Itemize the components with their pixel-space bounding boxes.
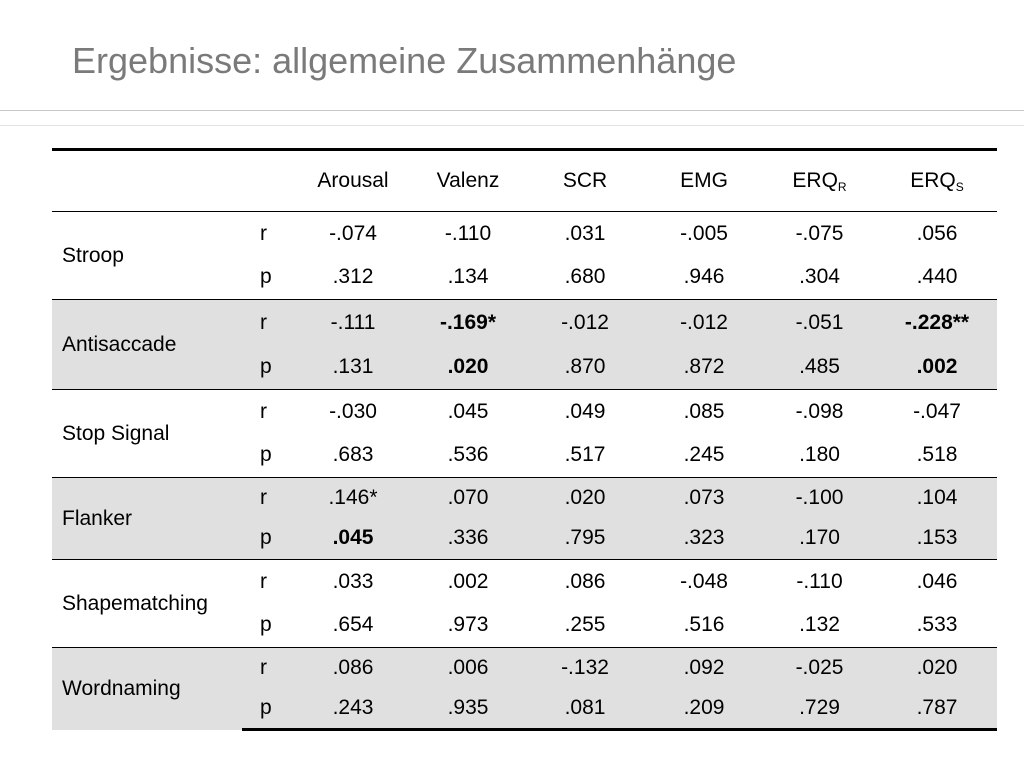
- cell-r-value: -.012: [524, 300, 646, 346]
- header-row: [52, 150, 997, 212]
- cell-r-value: -.074: [329, 221, 377, 245]
- cell-p-value: .255: [564, 613, 606, 637]
- header-scr: SCR: [524, 150, 646, 212]
- table-row: [52, 300, 997, 346]
- results-table: [52, 148, 997, 731]
- cell-r-value: -.075: [795, 221, 844, 245]
- cell-p-value: .323: [646, 518, 762, 560]
- cell-r-value: -.228**: [877, 300, 997, 346]
- cell-p-value: .533: [916, 613, 958, 637]
- cell-p-value: .485: [762, 346, 877, 390]
- cell-r-value: .002: [447, 569, 489, 593]
- cell-p-value: .132: [799, 613, 840, 637]
- stat-label-r: r: [242, 478, 294, 518]
- cell-r-value: -.111: [294, 300, 412, 346]
- cell-r-value: .033: [332, 569, 374, 593]
- cell-r-value: -.048: [680, 569, 728, 593]
- cell-r-value: -.110: [796, 569, 843, 593]
- cell-r-value: .056: [916, 221, 958, 245]
- cell-r-value: -.005: [680, 221, 728, 245]
- cell-p-value: .245: [683, 443, 725, 467]
- stat-label-r: r: [242, 300, 294, 346]
- cell-p-value: .683: [332, 443, 374, 467]
- cell-r-value: -.132: [524, 648, 646, 688]
- slide-title: Ergebnisse: allgemeine Zusammenhänge: [72, 40, 737, 81]
- stat-label-r: r: [260, 221, 267, 245]
- stat-label-p: p: [242, 688, 294, 730]
- cell-r-value: .086: [564, 569, 606, 593]
- cell-r-value: -.169*: [412, 300, 524, 346]
- stat-label-r: r: [260, 399, 267, 423]
- cell-p-value: .973: [447, 613, 489, 637]
- cell-r-value: -.110: [444, 221, 492, 245]
- header-erq-r-sub: R: [837, 179, 847, 194]
- cell-p-value: .081: [524, 688, 646, 730]
- cell-r-value: .020: [524, 478, 646, 518]
- cell-p-value: .516: [683, 613, 725, 637]
- stat-label-r: r: [242, 648, 294, 688]
- table-row: [52, 648, 997, 688]
- stat-label-p: p: [260, 443, 272, 467]
- cell-r-value: -.098: [795, 399, 844, 423]
- cell-r-value: .045: [447, 399, 489, 423]
- cell-r-value: .104: [877, 478, 997, 518]
- task-name: Stop Signal: [62, 421, 170, 445]
- stat-label-p: p: [260, 265, 272, 289]
- header-emg: EMG: [646, 150, 762, 212]
- cell-p-value: .795: [524, 518, 646, 560]
- cell-p-value: .180: [799, 443, 840, 467]
- task-name: Shapematching: [62, 591, 208, 615]
- cell-p-value: .020: [412, 346, 524, 390]
- cell-r-value: .031: [564, 221, 606, 245]
- stat-label-p: p: [242, 518, 294, 560]
- cell-r-value: .092: [646, 648, 762, 688]
- cell-r-value: .073: [646, 478, 762, 518]
- cell-p-value: .440: [916, 265, 958, 289]
- cell-p-value: .729: [762, 688, 877, 730]
- task-name: Wordnaming: [52, 648, 242, 730]
- cell-p-value: .870: [524, 346, 646, 390]
- cell-p-value: .131: [294, 346, 412, 390]
- cell-p-value: .045: [294, 518, 412, 560]
- cell-p-value: .787: [877, 688, 997, 730]
- cell-p-value: .134: [447, 265, 489, 289]
- cell-r-value: .146*: [294, 478, 412, 518]
- cell-r-value: .070: [412, 478, 524, 518]
- stat-label-p: p: [260, 613, 272, 637]
- header-erq-s: [877, 150, 997, 212]
- cell-p-value: .517: [564, 443, 606, 467]
- cell-p-value: .654: [332, 613, 374, 637]
- table-row: [52, 212, 997, 256]
- table-row: [52, 478, 997, 518]
- header-empty-task: [52, 150, 242, 212]
- cell-r-value: .049: [564, 399, 606, 423]
- header-arousal: Arousal: [294, 150, 412, 212]
- task-name: Flanker: [52, 478, 242, 560]
- cell-p-value: .872: [646, 346, 762, 390]
- header-empty-stat: [242, 150, 294, 212]
- header-valenz: Valenz: [412, 150, 524, 212]
- title-divider: [0, 110, 1024, 111]
- cell-p-value: .518: [916, 443, 958, 467]
- cell-p-value: .536: [447, 443, 489, 467]
- title-divider-secondary: [0, 125, 1024, 126]
- cell-r-value: -.100: [762, 478, 877, 518]
- cell-r-value: -.012: [646, 300, 762, 346]
- cell-p-value: .243: [294, 688, 412, 730]
- cell-p-value: .170: [762, 518, 877, 560]
- cell-r-value: .006: [412, 648, 524, 688]
- cell-r-value: .046: [916, 569, 958, 593]
- cell-r-value: .086: [294, 648, 412, 688]
- cell-p-value: .946: [683, 265, 725, 289]
- table-body: [52, 212, 997, 730]
- task-name: Antisaccade: [52, 300, 242, 390]
- table-row: [52, 560, 997, 604]
- header-erq-r: [762, 150, 877, 212]
- cell-r-value: -.051: [762, 300, 877, 346]
- header-erq-s-sub: S: [955, 179, 964, 194]
- cell-p-value: .002: [877, 346, 997, 390]
- cell-r-value: -.030: [329, 399, 377, 423]
- cell-r-value: -.025: [762, 648, 877, 688]
- header-erq-r-base: ERQ: [792, 168, 838, 192]
- stat-label-r: r: [260, 569, 267, 593]
- cell-r-value: .020: [877, 648, 997, 688]
- cell-r-value: .085: [683, 399, 725, 423]
- cell-p-value: .209: [646, 688, 762, 730]
- stat-label-p: p: [242, 346, 294, 390]
- cell-p-value: .312: [332, 265, 374, 289]
- task-name: Stroop: [62, 243, 124, 267]
- cell-p-value: .336: [412, 518, 524, 560]
- cell-p-value: .304: [799, 265, 840, 289]
- table-row: [52, 390, 997, 434]
- cell-r-value: -.047: [913, 399, 961, 423]
- header-erq-s-base: ERQ: [910, 168, 956, 192]
- cell-p-value: .153: [877, 518, 997, 560]
- cell-p-value: .680: [564, 265, 606, 289]
- cell-p-value: .935: [412, 688, 524, 730]
